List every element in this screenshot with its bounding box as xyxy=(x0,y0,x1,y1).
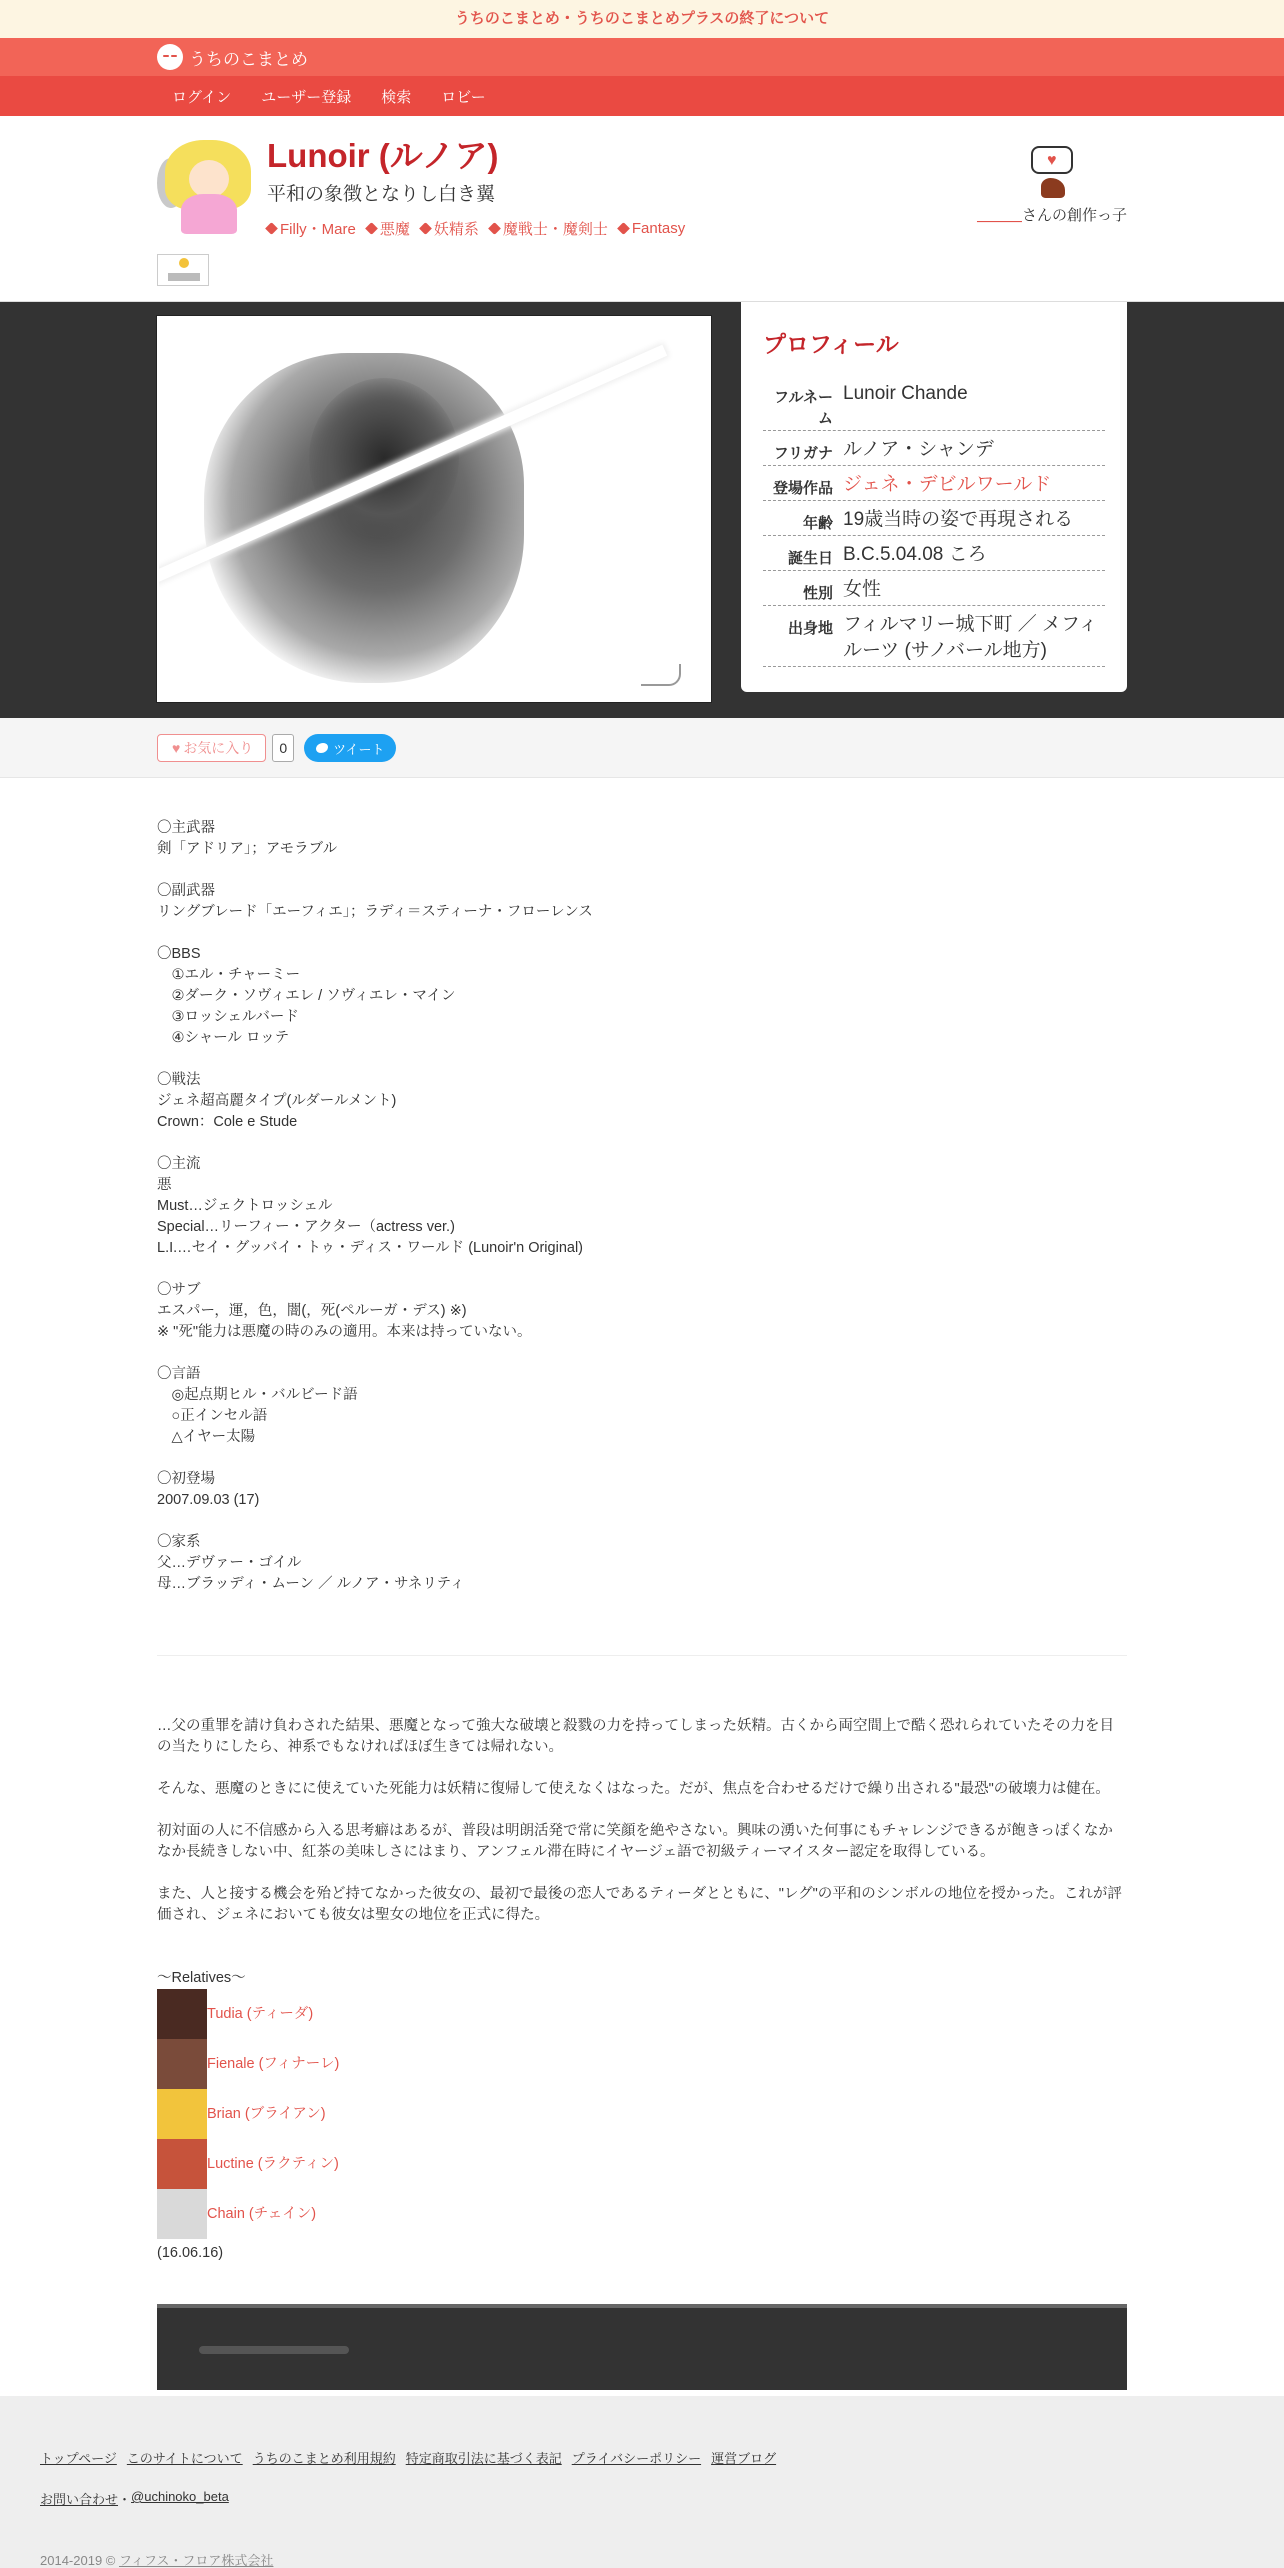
detail-line: 〇言語 xyxy=(157,1366,201,1382)
relative-link[interactable]: Fienale (フィナーレ) xyxy=(207,2055,340,2072)
relative-thumbnail[interactable] xyxy=(157,2089,207,2139)
profile-title: プロフィール xyxy=(763,331,899,357)
relative-item[interactable] xyxy=(157,2139,1127,2189)
favorite-count: 0 xyxy=(272,734,294,762)
story-block xyxy=(157,1716,1127,1926)
detail-line: 〇初登場 xyxy=(157,1471,215,1487)
story-paragraph: そんな、悪魔のときにに使えていた死能力は妖精に復帰して使えなくはなった。だが、焦点を合わせるだけで繰り出される"最恐"の破壊力は健在。 xyxy=(157,1781,1110,1797)
detail-line: ジェネ超高麗タイプ(ルダールメント) xyxy=(157,1093,397,1109)
character-header xyxy=(0,116,1284,302)
detail-line: Special…リーフィー・アクター（actress ver.) xyxy=(157,1219,455,1235)
detail-line: 悪 xyxy=(157,1177,172,1193)
relative-link[interactable]: Chain (チェイン) xyxy=(207,2205,317,2222)
share-bar xyxy=(0,718,1284,778)
profile-row: フルネーム Lunoir Chande xyxy=(763,375,1105,431)
nav-register[interactable]: ユーザー登録 xyxy=(261,88,352,106)
footer-link[interactable]: 運営ブログ xyxy=(711,2451,777,2466)
detail-line: 〇BBS xyxy=(157,946,201,962)
tag-list xyxy=(267,218,696,239)
artist-signature xyxy=(641,664,681,686)
favorite-button[interactable]: ♥ お気に入り xyxy=(157,734,266,762)
work-link[interactable]: ジェネ・デビルワールド xyxy=(843,474,1052,495)
detail-line xyxy=(157,1259,1127,1280)
profile-row: 性別 女性 xyxy=(763,571,1105,606)
character-description xyxy=(157,778,1127,2390)
heart-icon: ♥ xyxy=(172,740,181,756)
story-paragraph: また、人と接する機会を殆ど持てなかった彼女の、最初で最後の恋人であるティーダとともに、"レグ"の平和のシンボルの地位を授かった。これが評価され、ジェネにおいても彼女は聖女の地位を正式に得た。 xyxy=(157,1886,1122,1923)
character-name: Lunoir (ルノア) xyxy=(267,137,499,174)
detail-line xyxy=(157,1511,1127,1532)
pony-icon xyxy=(1041,178,1065,198)
copyright: 2014-2019 © フィフス・フロア株式会社 xyxy=(40,2553,274,2568)
story-paragraph: 初対面の人に不信感から入る思考癖はあるが、普段は明朗活発で常に笑顔を絶やさない。興味の湧いた何事にもチャレンジできるが飽きっぽくなかなか長続きしない中、紅茶の美味しさにはまり、アンフェル滞在時にイヤージェ語で初級ティーマイスター認定を取得している。 xyxy=(157,1823,1113,1860)
detail-line: Must…ジェクトロッシェル xyxy=(157,1198,333,1214)
tag-icon xyxy=(419,222,432,235)
tag-item[interactable]: Fantasy xyxy=(619,218,685,239)
tag-icon xyxy=(617,222,630,235)
relatives-list xyxy=(157,1989,1127,2239)
detail-line xyxy=(157,860,1127,881)
nav-login[interactable]: ログイン xyxy=(172,88,232,106)
footer-link[interactable]: 特定商取引法に基づく表記 xyxy=(405,2451,562,2466)
comment-box xyxy=(157,2304,1127,2390)
feature-section xyxy=(0,302,1284,718)
site-name: うちのこまとめ xyxy=(189,49,308,69)
detail-line: 剣「アドリア」；アモラブル xyxy=(157,841,338,857)
relative-item[interactable] xyxy=(157,2089,1127,2139)
site-header xyxy=(0,38,1284,76)
relative-link[interactable]: Luctine (ラクティン) xyxy=(207,2155,339,2172)
relative-item[interactable] xyxy=(157,1989,1127,2039)
relatives-heading: ～Relatives～ xyxy=(157,1970,246,1986)
creator-link[interactable]: ＿＿＿ xyxy=(976,207,1022,224)
site-logo[interactable] xyxy=(157,38,1127,76)
detail-line: ①エル・チャーミー xyxy=(157,967,301,983)
detail-line: リングブレード「エーフィエ」；ラディ＝スティーナ・フローレンス xyxy=(157,904,593,920)
profile-row: 出身地 フィルマリー城下町 ／ メフィルーツ (サノバール地方) xyxy=(763,606,1105,667)
character-avatar[interactable] xyxy=(157,134,257,234)
tag-item[interactable]: Filly・Mare xyxy=(267,218,356,239)
detail-line: 〇家系 xyxy=(157,1534,201,1550)
story-paragraph: …父の重罪を請け負わされた結果、悪魔となって強大な破壊と殺戮の力を持ってしまった妖精。古くから両空間上で酷く恐れられていたその力を目の当たりにしたら、神系でもなければほぼ生きては帰れない。 xyxy=(157,1718,1114,1755)
detail-line: ②ダーク・ソヴィエレ / ソヴィエレ・マイン xyxy=(157,988,456,1004)
tag-item[interactable]: 妖精系 xyxy=(421,218,479,239)
footer-link[interactable]: このサイトについて xyxy=(126,2451,243,2466)
site-footer xyxy=(0,2396,1284,2568)
profile-panel xyxy=(741,302,1127,692)
details-block xyxy=(157,818,1127,1595)
detail-line: 〇主武器 xyxy=(157,820,215,836)
footer-link[interactable]: プライバシーポリシー xyxy=(571,2451,702,2466)
logo-icon xyxy=(157,44,183,70)
company-link[interactable]: フィフス・フロア株式会社 xyxy=(118,2553,274,2568)
gallery-thumbnail[interactable] xyxy=(157,254,209,286)
detail-line: L.I.…セイ・グッバイ・トゥ・ディス・ワールド (Lunoir'n Original) xyxy=(157,1240,583,1256)
twitter-icon xyxy=(316,743,328,753)
detail-line: 〇主流 xyxy=(157,1156,201,1172)
detail-line: 〇副武器 xyxy=(157,883,215,899)
heart-icon: ♥ xyxy=(1047,152,1057,169)
relative-item[interactable] xyxy=(157,2039,1127,2089)
detail-line: エスパー，運，色，闇(，死(ペルーガ・デス) ※) xyxy=(157,1303,467,1319)
relative-thumbnail[interactable] xyxy=(157,2189,207,2239)
contact-separator: ・ xyxy=(118,2492,132,2507)
detail-line xyxy=(157,1133,1127,1154)
detail-line: 〇サブ xyxy=(157,1282,201,1298)
tag-icon xyxy=(365,222,378,235)
notice-banner[interactable]: うちのこまとめ・うちのこまとめプラスの終了について xyxy=(0,0,1284,38)
relative-thumbnail[interactable] xyxy=(157,2039,207,2089)
tag-icon xyxy=(488,222,501,235)
detail-line: 〇戦法 xyxy=(157,1072,201,1088)
detail-line: △イヤー太陽 xyxy=(157,1429,256,1445)
profile-row: 登場作品 ジェネ・デビルワールド xyxy=(763,466,1105,501)
profile-row: 誕生日 B.C.5.04.08 ころ xyxy=(763,536,1105,571)
twitter-link[interactable]: @uchinoko_beta xyxy=(131,2489,229,2504)
tweet-button[interactable]: ツイート xyxy=(304,734,396,762)
detail-line: 父…デヴァー・ゴイル xyxy=(157,1555,302,1571)
relative-item[interactable] xyxy=(157,2189,1127,2239)
detail-line xyxy=(157,1448,1127,1469)
nav-lobby[interactable]: ロビー xyxy=(441,88,486,106)
profile-row: 年齢 19歳当時の姿で再現される xyxy=(763,501,1105,536)
creator-suffix: さんの創作っ子 xyxy=(1021,207,1127,224)
divider xyxy=(157,1655,1127,1656)
detail-line xyxy=(157,1049,1127,1070)
detail-line xyxy=(157,923,1127,944)
tag-item[interactable]: 悪魔 xyxy=(367,218,410,239)
detail-line xyxy=(157,1343,1127,1364)
detail-line: 2007.09.03 (17) xyxy=(157,1492,260,1508)
tag-icon xyxy=(265,222,278,235)
detail-line: ③ロッシェルバード xyxy=(157,1009,299,1025)
detail-line: Crown：Cole e Stude xyxy=(157,1114,298,1130)
footer-links xyxy=(40,2448,1244,2467)
profile-row: フリガナ ルノア・シャンデ xyxy=(763,431,1105,466)
contact-link[interactable]: お問い合わせ xyxy=(40,2492,119,2507)
character-subtitle: 平和の象徴となりし白き翼 xyxy=(267,184,496,205)
creator-info xyxy=(977,146,1127,225)
detail-line: 母…ブラッディ・ムーン ／ ルノア・サネリティ xyxy=(157,1576,465,1592)
main-nav xyxy=(0,76,1284,116)
detail-line: ※ "死"能力は悪魔の時のみの適用。本来は持っていない。 xyxy=(157,1324,532,1340)
update-date: (16.06.16) xyxy=(157,2245,224,2261)
creator-avatar[interactable] xyxy=(1029,146,1075,202)
detail-line: ◎起点期ヒル・バルビード語 xyxy=(157,1387,358,1403)
character-illustration[interactable] xyxy=(157,316,711,702)
relative-link[interactable]: Brian (ブライアン) xyxy=(207,2105,326,2122)
relative-thumbnail[interactable] xyxy=(157,2139,207,2189)
relative-link[interactable]: Tudia (ティーダ) xyxy=(207,2005,314,2022)
relative-thumbnail[interactable] xyxy=(157,1989,207,2039)
detail-line: ④シャール ロッテ xyxy=(157,1030,290,1046)
footer-link[interactable]: トップページ xyxy=(40,2451,117,2466)
detail-line: ○正インセル語 xyxy=(157,1408,268,1424)
tag-item[interactable]: 魔戦士・魔剣士 xyxy=(490,218,608,239)
footer-link[interactable]: うちのこまとめ利用規約 xyxy=(252,2451,396,2466)
nav-search[interactable]: 検索 xyxy=(381,88,412,106)
